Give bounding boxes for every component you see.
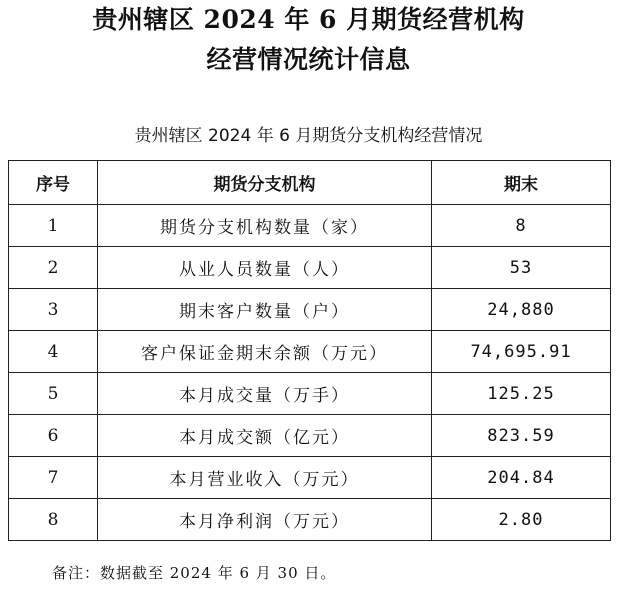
document-title-line-2: 经营情况统计信息 bbox=[206, 45, 411, 74]
table-row bbox=[9, 331, 611, 373]
row-item: 客户保证金期末余额（万元） bbox=[98, 331, 432, 373]
row-value: 823.59 bbox=[432, 415, 611, 457]
header-item: 期货分支机构 bbox=[98, 161, 432, 205]
row-index: 3 bbox=[9, 289, 98, 331]
row-index: 4 bbox=[9, 331, 98, 373]
row-item: 本月净利润（万元） bbox=[98, 499, 432, 541]
row-item: 期末客户数量（户） bbox=[98, 289, 432, 331]
row-item: 本月营业收入（万元） bbox=[98, 457, 432, 499]
header-value: 期末 bbox=[432, 161, 611, 205]
row-item: 从业人员数量（人） bbox=[98, 247, 432, 289]
row-item: 期货分支机构数量（家） bbox=[98, 205, 432, 247]
row-index: 1 bbox=[9, 205, 98, 247]
row-value: 8 bbox=[432, 205, 611, 247]
table-row bbox=[9, 415, 611, 457]
header-index: 序号 bbox=[9, 161, 98, 205]
row-index: 8 bbox=[9, 499, 98, 541]
row-index: 7 bbox=[9, 457, 98, 499]
row-value: 125.25 bbox=[432, 373, 611, 415]
row-value: 24,880 bbox=[432, 289, 611, 331]
table-row bbox=[9, 205, 611, 247]
table-row bbox=[9, 247, 611, 289]
table-header-row bbox=[9, 161, 611, 205]
row-value: 204.84 bbox=[432, 457, 611, 499]
row-index: 5 bbox=[9, 373, 98, 415]
row-value: 74,695.91 bbox=[432, 331, 611, 373]
table-row bbox=[9, 457, 611, 499]
row-index: 6 bbox=[9, 415, 98, 457]
footnote: 备注：数据截至 2024 年 6 月 30 日。 bbox=[52, 564, 337, 582]
statistics-table bbox=[8, 160, 611, 541]
row-value: 2.80 bbox=[432, 499, 611, 541]
table-row bbox=[9, 499, 611, 541]
table-row bbox=[9, 373, 611, 415]
table-row bbox=[9, 289, 611, 331]
row-value: 53 bbox=[432, 247, 611, 289]
row-item: 本月成交量（万手） bbox=[98, 373, 432, 415]
document-title-line-1: 贵州辖区 2024 年 6 月期货经营机构 bbox=[92, 5, 525, 34]
row-item: 本月成交额（亿元） bbox=[98, 415, 432, 457]
table-caption: 贵州辖区 2024 年 6 月期货分支机构经营情况 bbox=[134, 126, 483, 146]
row-index: 2 bbox=[9, 247, 98, 289]
